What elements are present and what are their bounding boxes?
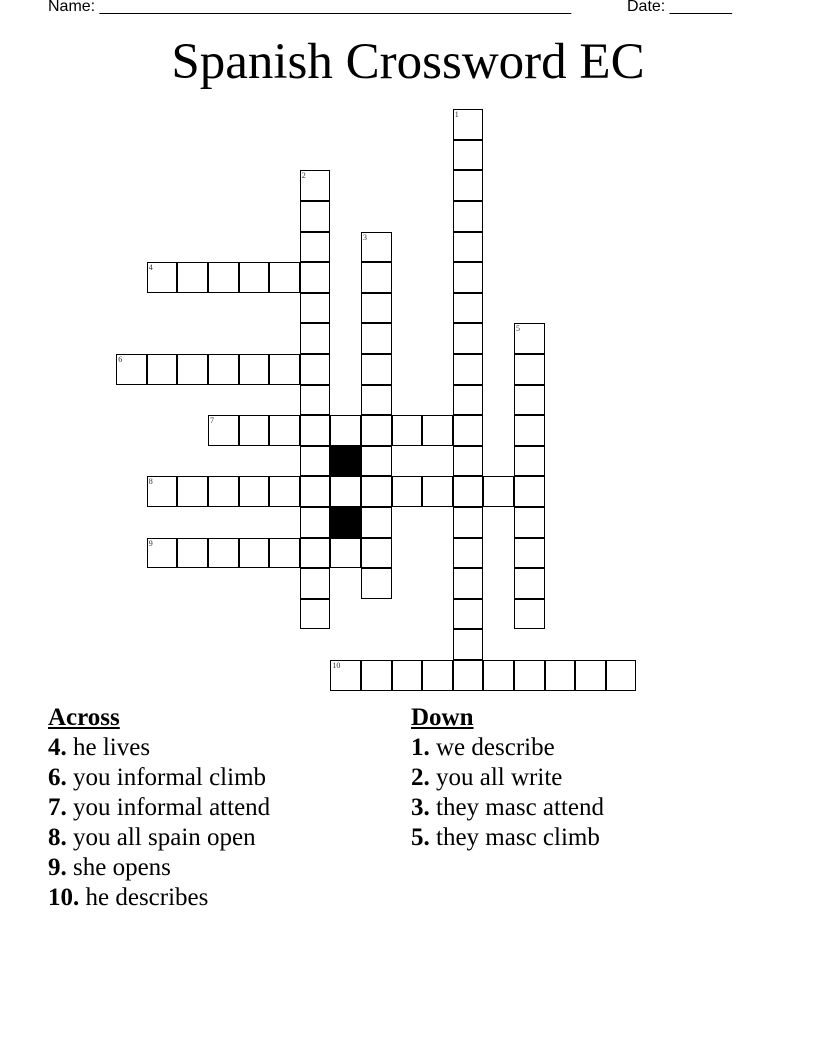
clue-number: 3.: [411, 794, 430, 821]
grid-cell[interactable]: [300, 385, 331, 416]
across-heading: Across: [48, 704, 120, 731]
clue-number: 2.: [411, 764, 430, 791]
grid-cell[interactable]: [330, 476, 361, 507]
grid-cell[interactable]: [453, 476, 484, 507]
grid-cell[interactable]: [208, 538, 239, 569]
clue-number-label: 8: [148, 477, 153, 487]
clue-item: [48, 733, 270, 763]
grid-cell[interactable]: [177, 354, 208, 385]
grid-cell[interactable]: [422, 415, 453, 446]
grid-cell[interactable]: [453, 629, 484, 660]
grid-cell[interactable]: [483, 660, 514, 691]
grid-cell[interactable]: [361, 538, 392, 569]
grid-cell[interactable]: [392, 476, 423, 507]
grid-cell[interactable]: [453, 140, 484, 171]
clue-text: you informal attend: [66, 794, 271, 821]
grid-cell[interactable]: [453, 538, 484, 569]
grid-cell[interactable]: [330, 538, 361, 569]
across-clues: [48, 703, 270, 913]
grid-cell[interactable]: [514, 599, 545, 630]
clue-text: they masc climb: [429, 824, 600, 851]
grid-cell[interactable]: [453, 568, 484, 599]
clue-item: [48, 763, 270, 793]
clue-number-label: 6: [118, 355, 123, 364]
grid-cell[interactable]: [453, 507, 484, 538]
grid-cell[interactable]: [300, 232, 331, 263]
clue-number-label: 4: [148, 263, 153, 273]
grid-cell[interactable]: [208, 262, 239, 293]
clue-text: he describes: [79, 884, 209, 911]
grid-cell[interactable]: [514, 476, 545, 507]
grid-cell[interactable]: [208, 476, 239, 507]
grid-cell[interactable]: [392, 415, 423, 446]
clue-number-label: 9: [148, 538, 153, 548]
grid-cell[interactable]: [361, 385, 392, 416]
grid-cell[interactable]: [177, 476, 208, 507]
grid-cell[interactable]: [300, 262, 331, 293]
page-title: Spanish Crossword EC: [171, 34, 645, 90]
grid-cell[interactable]: [361, 354, 392, 385]
clue-item: [411, 823, 604, 853]
grid-cell[interactable]: [514, 323, 545, 354]
clue-item: [411, 793, 604, 823]
grid-cell[interactable]: [361, 262, 392, 293]
grid-cell[interactable]: [453, 599, 484, 630]
clue-number: 8.: [48, 824, 67, 851]
clue-number: 5.: [411, 824, 430, 851]
grid-cell[interactable]: [514, 354, 545, 385]
grid-cell[interactable]: [330, 415, 361, 446]
grid-cell[interactable]: [453, 323, 484, 354]
clue-number-label: 5: [516, 324, 520, 334]
grid-cell[interactable]: [392, 660, 423, 691]
grid-cell[interactable]: [453, 354, 484, 385]
grid-cell[interactable]: [208, 415, 239, 446]
grid-cell[interactable]: [514, 538, 545, 569]
clue-text: you informal climb: [66, 764, 267, 791]
down-heading: Down: [411, 704, 474, 731]
grid-cell[interactable]: [453, 232, 484, 263]
clue-number: 1.: [411, 734, 430, 761]
clue-number: 6.: [48, 764, 67, 791]
clue-text: we describe: [429, 734, 555, 761]
grid-cell[interactable]: [330, 660, 361, 691]
grid-cell[interactable]: [269, 354, 300, 385]
grid-cell[interactable]: [147, 476, 178, 507]
grid-cell[interactable]: [422, 476, 453, 507]
grid-cell[interactable]: [483, 476, 514, 507]
clue-text: you all spain open: [66, 824, 256, 851]
clue-text: she opens: [66, 854, 171, 881]
clue-number-label: 7: [210, 416, 214, 426]
clue-text: you all write: [429, 764, 563, 791]
grid-cell[interactable]: [239, 415, 270, 446]
grid-cell[interactable]: [300, 170, 331, 201]
grid-cell[interactable]: [177, 262, 208, 293]
grid-cell[interactable]: [361, 323, 392, 354]
grid-cell[interactable]: [300, 599, 331, 630]
grid-cell[interactable]: [453, 109, 484, 140]
down-clues: [411, 703, 604, 853]
black-cell: [330, 507, 361, 538]
clue-item: [411, 733, 604, 763]
grid-cell[interactable]: [300, 476, 331, 507]
grid-cell[interactable]: [239, 354, 270, 385]
grid-cell[interactable]: [147, 354, 178, 385]
grid-cell[interactable]: [545, 660, 576, 691]
grid-cell[interactable]: [514, 385, 545, 416]
grid-cell[interactable]: [208, 354, 239, 385]
grid-cell[interactable]: [361, 507, 392, 538]
clue-number-label: 2: [301, 171, 306, 181]
grid-cell[interactable]: [514, 660, 545, 691]
grid-cell[interactable]: [269, 415, 300, 446]
clue-number-label: 1: [454, 110, 459, 120]
grid-cell[interactable]: [453, 415, 484, 446]
grid-cell[interactable]: [116, 354, 147, 385]
grid-cell[interactable]: [239, 262, 270, 293]
clue-number: 10.: [48, 884, 80, 911]
grid-cell[interactable]: [300, 446, 331, 477]
grid-cell[interactable]: [453, 446, 484, 477]
clue-item: [411, 763, 604, 793]
grid-cell[interactable]: [361, 293, 392, 324]
grid-cell[interactable]: [361, 415, 392, 446]
grid-cell[interactable]: [239, 476, 270, 507]
grid-cell[interactable]: [453, 262, 484, 293]
grid-cell[interactable]: [575, 660, 606, 691]
clue-number: 9.: [48, 854, 67, 881]
grid-cell[interactable]: [300, 201, 331, 232]
grid-cell[interactable]: [269, 262, 300, 293]
grid-cell[interactable]: [514, 415, 545, 446]
grid-cell[interactable]: [300, 293, 331, 324]
date-field-label: Date: _______: [627, 0, 732, 15]
clue-number: 4.: [48, 734, 67, 761]
grid-cell[interactable]: [453, 293, 484, 324]
grid-cell[interactable]: [514, 446, 545, 477]
grid-cell[interactable]: [361, 568, 392, 599]
name-field-label: Name: _____________________________________________________: [48, 0, 572, 15]
grid-cell[interactable]: [147, 538, 178, 569]
grid-cell[interactable]: [361, 660, 392, 691]
grid-cell[interactable]: [453, 170, 484, 201]
clue-item: [48, 883, 270, 913]
grid-cell[interactable]: [606, 660, 637, 691]
grid-cell[interactable]: [361, 232, 392, 263]
grid-cell[interactable]: [300, 354, 331, 385]
grid-cell[interactable]: [361, 446, 392, 477]
grid-cell[interactable]: [239, 538, 270, 569]
clue-number-label: 10: [332, 661, 341, 670]
black-cell: [330, 446, 361, 477]
clue-item: [48, 823, 270, 853]
grid-cell[interactable]: [453, 385, 484, 416]
clue-item: [48, 793, 270, 823]
grid-cell[interactable]: [453, 201, 484, 232]
grid-cell[interactable]: [147, 262, 178, 293]
grid-cell[interactable]: [177, 538, 208, 569]
clue-item: [48, 853, 270, 883]
grid-cell[interactable]: [422, 660, 453, 691]
clue-text: he lives: [66, 734, 151, 761]
grid-cell[interactable]: [269, 476, 300, 507]
clue-number: 7.: [48, 794, 67, 821]
grid-cell[interactable]: [514, 568, 545, 599]
grid-cell[interactable]: [361, 476, 392, 507]
grid-cell[interactable]: [300, 507, 331, 538]
clue-text: they masc attend: [429, 794, 604, 821]
grid-cell[interactable]: [453, 660, 484, 691]
grid-cell[interactable]: [300, 415, 331, 446]
grid-cell[interactable]: [300, 538, 331, 569]
grid-cell[interactable]: [300, 323, 331, 354]
grid-cell[interactable]: [514, 507, 545, 538]
clue-number-label: 3: [363, 232, 367, 242]
grid-cell[interactable]: [269, 538, 300, 569]
grid-cell[interactable]: [300, 568, 331, 599]
